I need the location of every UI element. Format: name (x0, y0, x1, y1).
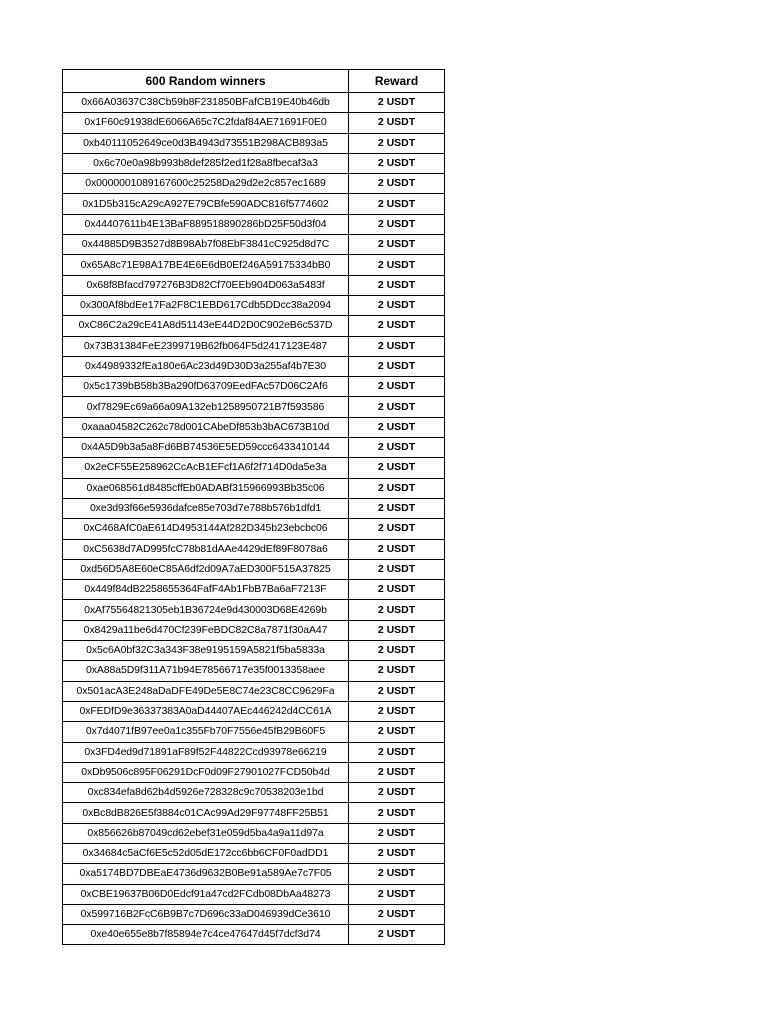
table-row (63, 701, 445, 721)
winner-address-cell: 0x501acA3E248aDaDFE49De5E8C74e23C8CC9629Fa (63, 681, 349, 701)
table-row (63, 93, 445, 113)
reward-cell: 2 USDT (349, 762, 445, 782)
reward-cell: 2 USDT (349, 133, 445, 153)
winner-address-cell: 0xc834efa8d62b4d5926e728328c9c70538203e1bd (63, 783, 349, 803)
winner-address-cell: 0x5c1739bB58b3Ba290fD63709EedFAc57D06C2Af6 (63, 377, 349, 397)
winners-table (62, 69, 445, 945)
reward-cell: 2 USDT (349, 620, 445, 640)
winner-address-cell: 0xFEDfD9e36337383A0aD44407AEc446242d4CC61A (63, 701, 349, 721)
reward-cell: 2 USDT (349, 722, 445, 742)
reward-cell: 2 USDT (349, 803, 445, 823)
reward-cell: 2 USDT (349, 478, 445, 498)
table-row (63, 214, 445, 234)
winner-address-cell: 0xe40e655e8b7f85894e7c4ce47647d45f7dcf3d74 (63, 925, 349, 945)
table-row (63, 174, 445, 194)
reward-cell: 2 USDT (349, 681, 445, 701)
table-row (63, 884, 445, 904)
table-row (63, 235, 445, 255)
table-row (63, 823, 445, 843)
table-row (63, 783, 445, 803)
winner-address-cell: 0x44989332fEa180e6Ac23d49D30D3a255af4b7E30 (63, 356, 349, 376)
reward-cell: 2 USDT (349, 580, 445, 600)
table-row (63, 641, 445, 661)
winner-address-cell: 0xae068561d8485cffEb0ADABf315966993Bb35c06 (63, 478, 349, 498)
reward-cell: 2 USDT (349, 397, 445, 417)
table-row (63, 803, 445, 823)
winner-address-cell: 0x6c70e0a98b993b8def285f2ed1f28a8fbecaf3a3 (63, 153, 349, 173)
table-row (63, 377, 445, 397)
winner-address-cell: 0x599716B2FcC6B9B7c7D696c33aD046939dCe3610 (63, 904, 349, 924)
reward-cell: 2 USDT (349, 194, 445, 214)
table-row (63, 661, 445, 681)
reward-cell: 2 USDT (349, 823, 445, 843)
winner-address-cell: 0xd56D5A8E60eC85A6df2d09A7aED300F515A37825 (63, 559, 349, 579)
table-row (63, 762, 445, 782)
winner-address-cell: 0xA88a5D9f311A71b94E78566717e35f0013358aee (63, 661, 349, 681)
reward-cell: 2 USDT (349, 438, 445, 458)
reward-cell: 2 USDT (349, 316, 445, 336)
winner-address-cell: 0x8429a11be6d470Cf239FeBDC82C8a7871f30aA47 (63, 620, 349, 640)
winner-address-cell: 0x44407611b4E13BaF889518890286bD25F50d3f04 (63, 214, 349, 234)
reward-cell: 2 USDT (349, 925, 445, 945)
reward-cell: 2 USDT (349, 214, 445, 234)
table-row (63, 681, 445, 701)
table-row (63, 397, 445, 417)
reward-cell: 2 USDT (349, 235, 445, 255)
table-row (63, 580, 445, 600)
table-row (63, 620, 445, 640)
table-row (63, 864, 445, 884)
winners-sheet (62, 69, 444, 945)
winner-address-cell: 0xBc8dB826E5f3884c01CAc99Ad29F97748FF25B51 (63, 803, 349, 823)
table-row (63, 438, 445, 458)
table-row (63, 194, 445, 214)
table-row (63, 133, 445, 153)
winner-address-cell: 0xf7829Ec69a66a09A132eb1258950721B7f593586 (63, 397, 349, 417)
winner-address-cell: 0x4A5D9b3a5a8Fd6BB74536E5ED59ccc6433410144 (63, 438, 349, 458)
table-row (63, 742, 445, 762)
reward-cell: 2 USDT (349, 742, 445, 762)
reward-cell: 2 USDT (349, 174, 445, 194)
reward-cell: 2 USDT (349, 93, 445, 113)
winner-address-cell: 0x68f8Bfacd797276B3D82Cf70EEb904D063a5483f (63, 275, 349, 295)
reward-cell: 2 USDT (349, 904, 445, 924)
winner-address-cell: 0xAf75564821305eb1B36724e9d430003D68E4269b (63, 600, 349, 620)
column-header-reward: Reward (349, 70, 445, 93)
reward-cell: 2 USDT (349, 356, 445, 376)
table-row (63, 519, 445, 539)
column-header-winners: 600 Random winners (63, 70, 349, 93)
table-row (63, 498, 445, 518)
winner-address-cell: 0x0000001089167600c25258Da29d2e2c857ec1689 (63, 174, 349, 194)
table-row (63, 600, 445, 620)
winner-address-cell: 0x5c6A0bf32C3a343F38e9195159A5821f5ba5833a (63, 641, 349, 661)
winner-address-cell: 0x856626b87049cd62ebef31e059d5ba4a9a11d97a (63, 823, 349, 843)
reward-cell: 2 USDT (349, 539, 445, 559)
winner-address-cell: 0x66A03637C38Cb59b8F231850BFafCB19E40b46db (63, 93, 349, 113)
table-row (63, 417, 445, 437)
table-row (63, 843, 445, 863)
reward-cell: 2 USDT (349, 661, 445, 681)
winner-address-cell: 0x449f84dB2258655364FafF4Ab1FbB7Ba6aF7213F (63, 580, 349, 600)
winner-address-cell: 0xDb9506c895F06291DcF0d09F27901027FCD50b4d (63, 762, 349, 782)
reward-cell: 2 USDT (349, 377, 445, 397)
winner-address-cell: 0x73B31384FeE2399719B62fb064F5d2417123E487 (63, 336, 349, 356)
winner-address-cell: 0x1D5b315cA29cA927E79CBfe590ADC816f5774602 (63, 194, 349, 214)
table-row (63, 255, 445, 275)
reward-cell: 2 USDT (349, 153, 445, 173)
reward-cell: 2 USDT (349, 417, 445, 437)
winner-address-cell: 0xa5174BD7DBEaE4736d9632B0Be91a589Ae7c7F05 (63, 864, 349, 884)
reward-cell: 2 USDT (349, 600, 445, 620)
table-row (63, 559, 445, 579)
table-row (63, 113, 445, 133)
table-row (63, 295, 445, 315)
winner-address-cell: 0x1F60c91938dE6066A65c7C2fdaf84AE71691F0E0 (63, 113, 349, 133)
reward-cell: 2 USDT (349, 783, 445, 803)
reward-cell: 2 USDT (349, 701, 445, 721)
table-row (63, 478, 445, 498)
winner-address-cell: 0xe3d93f66e5936dafce85e703d7e788b576b1dfd1 (63, 498, 349, 518)
table-header-row (63, 70, 445, 93)
winner-address-cell: 0x65A8c71E98A17BE4E6E6dB0Ef246A59175334bB0 (63, 255, 349, 275)
table-row (63, 316, 445, 336)
winner-address-cell: 0x2eCF55E258962CcAcB1EFcf1A6f2f714D0da5e3a (63, 458, 349, 478)
winner-address-cell: 0xC86C2a29cE41A8d51143eE44D2D0C902eB6c537D (63, 316, 349, 336)
winner-address-cell: 0x34684c5aCf6E5c52d05dE172cc6bb6CF0F0adDD1 (63, 843, 349, 863)
winners-table-body (63, 93, 445, 945)
reward-cell: 2 USDT (349, 255, 445, 275)
winner-address-cell: 0xaaa04582C262c78d001CAbeDf853b3bAC673B10d (63, 417, 349, 437)
reward-cell: 2 USDT (349, 113, 445, 133)
reward-cell: 2 USDT (349, 275, 445, 295)
table-row (63, 904, 445, 924)
reward-cell: 2 USDT (349, 843, 445, 863)
reward-cell: 2 USDT (349, 295, 445, 315)
reward-cell: 2 USDT (349, 458, 445, 478)
winner-address-cell: 0xb40111052649ce0d3B4943d73551B298ACB893a5 (63, 133, 349, 153)
reward-cell: 2 USDT (349, 336, 445, 356)
reward-cell: 2 USDT (349, 641, 445, 661)
winner-address-cell: 0x3FD4ed9d71891aF89f52F44822Ccd93978e66219 (63, 742, 349, 762)
table-row (63, 336, 445, 356)
table-row (63, 356, 445, 376)
table-row (63, 722, 445, 742)
winner-address-cell: 0x300Af8bdEe17Fa2F8C1EBD617Cdb5DDcc38a2094 (63, 295, 349, 315)
winner-address-cell: 0xCBE19637B06D0Edcf91a47cd2FCdb08DbAa48273 (63, 884, 349, 904)
table-row (63, 539, 445, 559)
reward-cell: 2 USDT (349, 498, 445, 518)
winner-address-cell: 0x7d4071fB97ee0a1c355Fb70F7556e45fB29B60F5 (63, 722, 349, 742)
reward-cell: 2 USDT (349, 519, 445, 539)
table-row (63, 458, 445, 478)
winner-address-cell: 0xC468AfC0aE614D4953144Af282D345b23ebcbc06 (63, 519, 349, 539)
winner-address-cell: 0xC5638d7AD995fcC78b81dAAe4429dEf89F8078a6 (63, 539, 349, 559)
table-row (63, 275, 445, 295)
table-row (63, 153, 445, 173)
reward-cell: 2 USDT (349, 864, 445, 884)
reward-cell: 2 USDT (349, 559, 445, 579)
winner-address-cell: 0x44885D9B3527d8B98Ab7f08EbF3841cC925d8d7C (63, 235, 349, 255)
table-row (63, 925, 445, 945)
reward-cell: 2 USDT (349, 884, 445, 904)
